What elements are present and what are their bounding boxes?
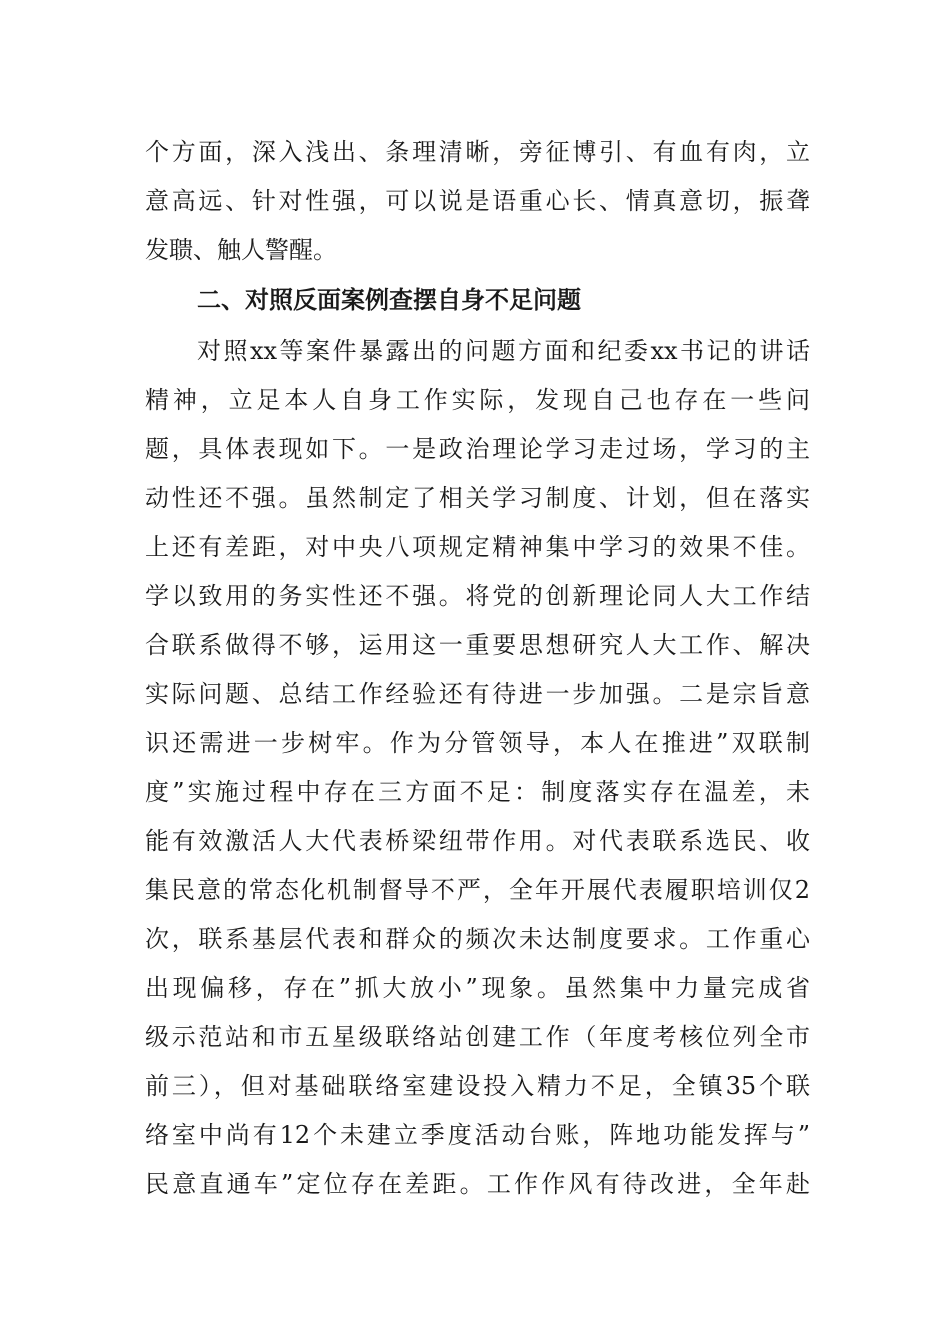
body-line: 对照xx等案件暴露出的问题方面和纪委xx书记的讲话	[197, 337, 810, 365]
intro-line: 意高远、针对性强，可以说是语重心长、情真意切，振聋	[145, 187, 810, 215]
body-line: 识还需进一步树牢。作为分管领导，本人在推进”双联制	[145, 729, 810, 757]
body-line: 合联系做得不够，运用这一重要思想研究人大工作、解决	[145, 631, 810, 659]
section-heading: 二、对照反面案例查摆自身不足问题	[197, 286, 581, 314]
body-line: 动性还不强。虽然制定了相关学习制度、计划，但在落实	[145, 484, 810, 512]
body-line: 集民意的常态化机制督导不严，全年开展代表履职培训仅2	[145, 876, 810, 904]
intro-line: 个方面，深入浅出、条理清晰，旁征博引、有血有肉，立	[145, 138, 810, 166]
body-line: 题，具体表现如下。一是政治理论学习走过场，学习的主	[145, 435, 810, 463]
body-line: 民意直通车”定位存在差距。工作作风有待改进，全年赴	[145, 1170, 810, 1198]
body-line: 精神，立足本人自身工作实际，发现自己也存在一些问	[145, 386, 810, 414]
body-line: 上还有差距，对中央八项规定精神集中学习的效果不佳。	[145, 533, 810, 561]
body-line: 实际问题、总结工作经验还有待进一步加强。二是宗旨意	[145, 680, 810, 708]
body-line: 络室中尚有12个未建立季度活动台账，阵地功能发挥与”	[145, 1121, 810, 1149]
body-line: 前三），但对基础联络室建设投入精力不足，全镇35个联	[145, 1072, 810, 1100]
body-line: 学以致用的务实性还不强。将党的创新理论同人大工作结	[145, 582, 810, 610]
intro-line: 发聩、触人警醒。	[145, 236, 337, 264]
body-line: 次，联系基层代表和群众的频次未达制度要求。工作重心	[145, 925, 810, 953]
body-line: 级示范站和市五星级联络站创建工作（年度考核位列全市	[145, 1023, 810, 1051]
body-line: 度”实施过程中存在三方面不足：制度落实存在温差，未	[145, 778, 810, 806]
body-line: 出现偏移，存在”抓大放小”现象。虽然集中力量完成省	[145, 974, 810, 1002]
body-line: 能有效激活人大代表桥梁纽带作用。对代表联系选民、收	[145, 827, 810, 855]
